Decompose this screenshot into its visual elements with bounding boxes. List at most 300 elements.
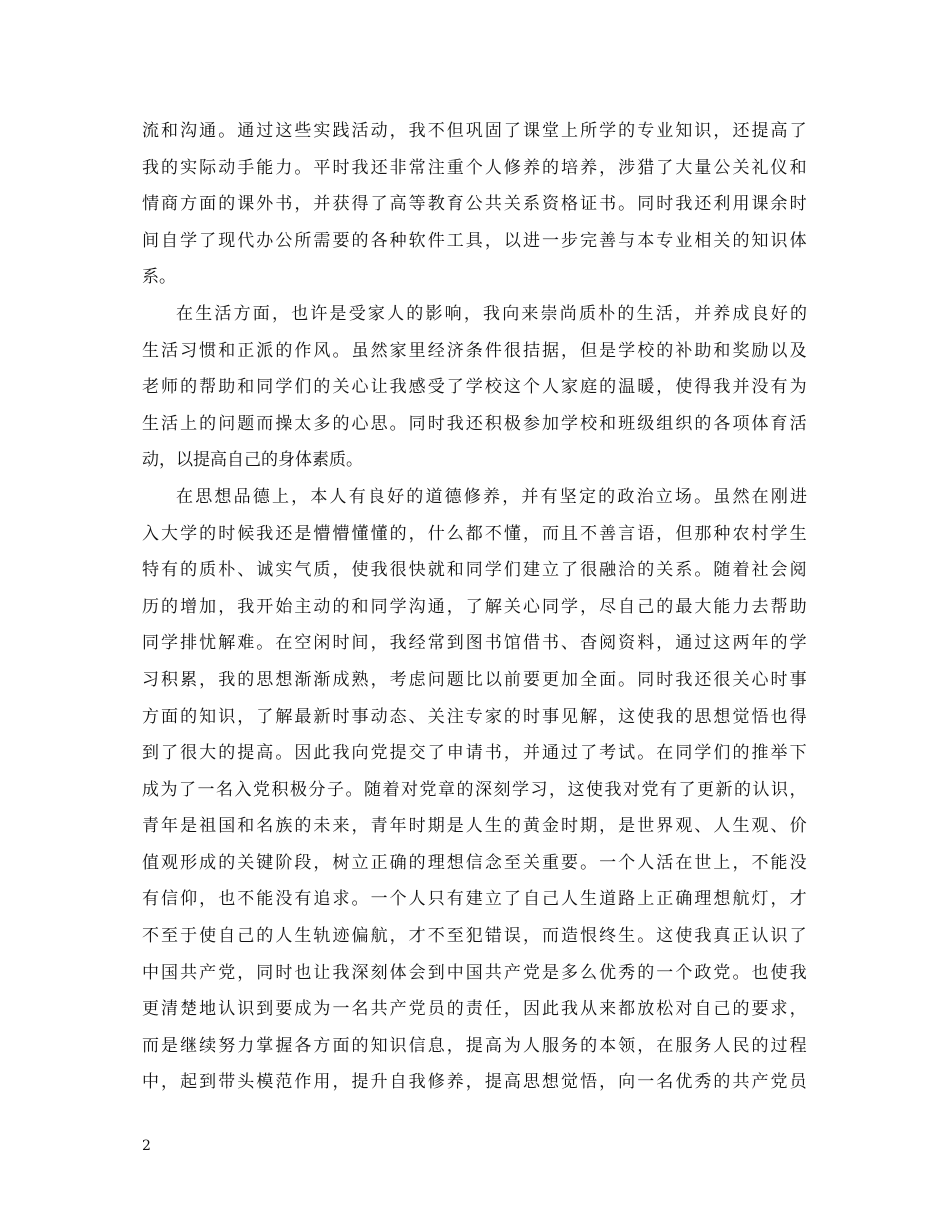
text-character: 金 (541, 816, 559, 837)
text-character: 己 (541, 889, 559, 910)
text-character: 学 (599, 121, 617, 141)
text-character: 世 (637, 816, 655, 837)
text-character: 间 (351, 633, 369, 654)
text-character: 去 (751, 596, 769, 617)
text-character: 图 (465, 633, 483, 654)
text-character: 空 (294, 633, 312, 654)
text-character: 提 (465, 1035, 483, 1056)
text-character: 我 (675, 669, 693, 690)
text-character: 们 (713, 743, 731, 764)
text-character: 熟 (351, 669, 369, 690)
text-character: 场 (674, 486, 692, 507)
text-character: 此 (541, 999, 559, 1020)
text-character: 派 (256, 340, 274, 361)
text-character: 党 (218, 962, 236, 983)
text-character: 产 (503, 962, 521, 983)
text-character: 有 (446, 889, 464, 910)
text-character: 懵 (332, 523, 350, 544)
text-character: 了 (370, 194, 388, 215)
text-character: 最 (675, 596, 693, 617)
text-character: 还 (694, 194, 712, 215)
text-character: 认 (752, 779, 770, 800)
text-character: 路 (618, 889, 636, 910)
text-character: 以 (176, 450, 193, 471)
text-character: 对 (675, 999, 693, 1020)
text-character: 到 (142, 743, 159, 764)
text-character: 所 (580, 121, 598, 141)
text-character: 青 (142, 816, 159, 837)
text-character: 成 (732, 303, 750, 324)
text-character: 是 (446, 816, 464, 837)
text-character: 信 (465, 852, 483, 873)
text-character: 共 (732, 1072, 750, 1093)
text-character: 我 (332, 962, 350, 983)
text-character: 学 (512, 779, 529, 800)
text-character: 还 (370, 157, 388, 178)
text-character: 大 (694, 596, 712, 617)
text-character: 种 (389, 230, 407, 251)
text-character: ， (199, 889, 217, 910)
text-character: 同 (675, 743, 693, 764)
text-character: ， (656, 633, 674, 654)
text-character: 来 (521, 303, 539, 324)
text-character: 外 (256, 194, 274, 215)
text-character: 只 (427, 889, 445, 910)
text-line (142, 735, 807, 772)
text-character: 与 (618, 230, 636, 251)
text-character: 加 (541, 413, 559, 434)
text-character: 社 (751, 560, 769, 581)
text-character: 参 (522, 413, 540, 434)
text-character: 产 (751, 1072, 769, 1093)
text-character: 懵 (313, 523, 331, 544)
text-character: 和 (237, 377, 255, 398)
text-character: 的 (389, 523, 407, 544)
text-character: 是 (180, 816, 198, 837)
text-character: 让 (370, 377, 388, 398)
text-character: 还 (465, 413, 483, 434)
text-character: 一 (197, 779, 215, 800)
text-character: 观 (751, 816, 769, 837)
text-character: 心 (351, 377, 369, 398)
text-character: 范 (275, 1072, 293, 1093)
text-character: 名 (216, 779, 233, 800)
text-character: 航 (370, 926, 388, 947)
text-character: 考 (389, 669, 407, 690)
text-character: 养 (446, 1072, 464, 1093)
text-character: 操 (275, 413, 293, 434)
text-line (142, 918, 807, 955)
text-character: 同 (370, 596, 388, 617)
text-character: 时 (656, 194, 674, 215)
text-character: 现 (218, 230, 236, 251)
text-character: 。 (218, 121, 236, 141)
text-character: 系 (675, 560, 693, 581)
text-character: ， (656, 377, 674, 398)
text-character: 和 (789, 157, 807, 178)
text-character: 忧 (199, 633, 217, 654)
text-character: 杳 (580, 633, 598, 654)
text-character: 学 (465, 377, 483, 398)
text-character: 学 (180, 523, 198, 544)
text-character: 民 (732, 1035, 750, 1056)
text-character: 恨 (580, 926, 598, 947)
text-character: 。 (694, 560, 712, 581)
text-character: 人 (713, 816, 731, 837)
text-character: 的 (294, 816, 312, 837)
text-line (142, 516, 807, 553)
text-character: 。 (637, 743, 655, 764)
text-character: ， (271, 303, 289, 324)
text-character: 用 (313, 1072, 331, 1093)
text-character: 思 (694, 706, 712, 727)
text-character: 祖 (199, 816, 217, 837)
text-character: 项 (732, 413, 750, 434)
text-character: 校 (484, 377, 502, 398)
text-character: 注 (427, 157, 445, 178)
text-character: 是 (541, 962, 559, 983)
text-character: 我 (713, 377, 731, 398)
text-character: 养 (522, 157, 540, 178)
text-character: 向 (351, 743, 369, 764)
text-character: 么 (580, 962, 598, 983)
text-character: 全 (580, 669, 598, 690)
text-character: 增 (180, 596, 198, 617)
text-character: 过 (694, 633, 712, 654)
text-character: ， (549, 779, 566, 800)
text-character: 务 (694, 1035, 712, 1056)
text-character: 时 (561, 816, 579, 837)
text-character: 的 (313, 377, 331, 398)
text-character: 方 (180, 194, 198, 215)
text-character: 个 (618, 852, 636, 873)
text-character: 提 (237, 743, 255, 764)
text-character: 受 (427, 377, 445, 398)
text-character: 关 (332, 377, 350, 398)
text-character: 学 (770, 523, 788, 544)
text-character: 学 (561, 596, 579, 617)
text-line (142, 991, 807, 1028)
text-character: 阅 (599, 633, 617, 654)
text-character: 造 (561, 926, 579, 947)
text-character: 也 (770, 706, 788, 727)
text-character: 使 (675, 926, 693, 947)
text-character: 同 (142, 633, 159, 654)
text-character: 家 (367, 303, 385, 324)
text-character: 才 (789, 889, 807, 910)
text-character: 动 (142, 450, 159, 471)
text-character: 能 (256, 157, 274, 178)
text-character: 能 (770, 852, 788, 873)
text-character: 过 (256, 121, 274, 141)
text-character: 建 (522, 560, 540, 581)
text-character: 信 (408, 1035, 426, 1056)
text-character: 也 (218, 889, 236, 910)
text-character: 章 (438, 779, 455, 800)
text-character: 因 (522, 999, 540, 1020)
text-character: 极 (503, 413, 521, 434)
text-character: ， (713, 121, 731, 141)
text-character: 帮 (199, 377, 217, 398)
text-character: 犯 (465, 926, 483, 947)
text-character: ， (599, 1072, 617, 1093)
text-character: 秀 (694, 1072, 712, 1093)
text-character: 想 (713, 706, 731, 727)
text-character: 闲 (313, 633, 331, 654)
text-character: 的 (408, 852, 426, 873)
text-character: 松 (656, 999, 674, 1020)
text-character: 务 (561, 1035, 579, 1056)
text-character: 觉 (561, 1072, 579, 1093)
text-character: 放 (637, 999, 655, 1020)
text-character: 济 (446, 340, 464, 361)
text-character: 多 (561, 962, 579, 983)
text-character: 到 (427, 962, 445, 983)
text-character: 的 (599, 377, 617, 398)
text-character: 育 (770, 413, 788, 434)
text-character: 我 (408, 121, 426, 141)
text-character: 课 (522, 121, 540, 141)
text-character: 礼 (751, 157, 769, 178)
text-character: 认 (751, 926, 769, 947)
text-character: ， (599, 816, 617, 837)
text-character: 人 (522, 1035, 540, 1056)
text-character: 感 (408, 377, 426, 398)
text-character: 及 (789, 340, 807, 361)
text-character: 更 (697, 779, 714, 800)
text-character: 平 (313, 157, 331, 178)
text-character: 这 (656, 926, 674, 947)
text-character: 我 (256, 523, 274, 544)
text-character: 为 (313, 999, 331, 1020)
text-character: ， (351, 816, 369, 837)
text-character: 了 (503, 889, 521, 910)
text-character: 生 (732, 816, 750, 837)
text-character: 特 (142, 560, 159, 581)
text-character: 时 (332, 633, 350, 654)
text-character: 农 (732, 523, 750, 544)
text-character: 了 (427, 743, 445, 764)
text-character: ， (370, 633, 388, 654)
text-character: 大 (199, 743, 217, 764)
text-character: 来 (332, 816, 350, 837)
text-character: 并 (732, 377, 750, 398)
text-character: 党 (641, 779, 659, 800)
text-character: 己 (713, 999, 731, 1020)
text-character: 更 (541, 669, 559, 690)
text-character: 过 (770, 1035, 788, 1056)
text-character: 上 (561, 121, 579, 141)
text-character: 活 (214, 303, 232, 324)
text-character: 手 (237, 157, 255, 178)
text-character: 的 (713, 1072, 731, 1093)
text-character: 件 (484, 340, 502, 361)
text-character: 修 (463, 486, 481, 507)
text-character: 到 (199, 1072, 217, 1093)
text-character: 知 (370, 1035, 388, 1056)
text-character: 树 (332, 852, 350, 873)
text-character: 得 (789, 706, 807, 727)
text-character: 思 (370, 413, 388, 434)
text-character: 能 (256, 889, 274, 910)
text-character: 且 (561, 523, 579, 544)
text-character: 老 (142, 377, 159, 398)
text-character: 具 (465, 230, 483, 251)
text-character: 立 (541, 560, 559, 581)
text-character: 至 (503, 852, 521, 873)
text-character: 最 (294, 706, 312, 727)
text-character: 我 (389, 377, 407, 398)
text-character: 我 (483, 303, 500, 324)
text-character: 人 (713, 1035, 731, 1056)
text-character: 想 (446, 852, 464, 873)
text-character: 大 (161, 523, 179, 544)
text-character: 资 (618, 633, 636, 654)
text-character: 人 (561, 889, 579, 910)
text-character: 。 (580, 852, 598, 873)
text-character: 好 (387, 486, 405, 507)
text-character: 形 (180, 852, 198, 873)
text-character: 和 (713, 340, 731, 361)
text-character: 上 (713, 852, 731, 873)
text-character: ， (599, 706, 617, 727)
text-character: ， (313, 852, 331, 873)
text-character: 这 (275, 121, 293, 141)
text-character: 活 (789, 413, 807, 434)
text-character: 虽 (713, 486, 731, 507)
text-character: 世 (694, 852, 712, 873)
text-character: 阅 (789, 560, 807, 581)
text-character: 党 (419, 779, 437, 800)
text-character: 我 (237, 596, 255, 617)
text-character: 任 (484, 999, 502, 1020)
text-character: 中 (142, 962, 159, 983)
text-character: 新 (715, 779, 733, 800)
text-character: 的 (637, 560, 655, 581)
text-character: ， (159, 450, 176, 471)
text-character: 地 (199, 999, 217, 1020)
text-character: 懂 (503, 523, 521, 544)
text-character: 的 (261, 450, 278, 471)
text-character: 进 (790, 486, 807, 507)
text-character: 、 (237, 560, 255, 581)
text-character: 生 (636, 303, 654, 324)
text-character: 国 (465, 962, 483, 983)
text-character: 善 (599, 523, 617, 544)
text-character: 家 (389, 340, 407, 361)
text-character: 时 (789, 194, 807, 215)
text-character: 需 (313, 230, 331, 251)
text-character: 人 (465, 816, 483, 837)
text-character: 高 (256, 743, 274, 764)
text-character: 资 (541, 194, 559, 215)
text-character: 高 (484, 1035, 502, 1056)
text-character: 不 (237, 889, 255, 910)
text-character: 方 (233, 303, 251, 324)
text-character: ， (332, 560, 350, 581)
text-character: 崇 (540, 303, 558, 324)
text-character: 实 (313, 121, 331, 141)
text-character: 作 (294, 1072, 312, 1093)
text-character: 有 (770, 377, 788, 398)
text-character: 的 (406, 303, 424, 324)
text-character: 都 (465, 523, 483, 544)
text-character: 响 (444, 303, 462, 324)
text-character: 握 (275, 1035, 293, 1056)
text-character: 向 (502, 303, 520, 324)
text-character: 德 (444, 486, 462, 507)
text-character: 党 (770, 1072, 788, 1093)
text-character: 习 (530, 779, 548, 800)
text-character: 受 (348, 303, 366, 324)
text-character: 育 (446, 194, 464, 215)
text-character: 知 (675, 121, 693, 141)
text-character: 仰 (180, 889, 198, 910)
text-character: 个 (522, 377, 540, 398)
text-character: 还 (732, 121, 750, 141)
text-character: 道 (599, 889, 617, 910)
text-character: 同 (256, 377, 274, 398)
text-character: 书 (484, 743, 502, 764)
text-character: 我 (408, 1072, 426, 1093)
text-character: 是 (329, 303, 347, 324)
text-character: 的 (598, 486, 616, 507)
text-character: 教 (427, 194, 445, 215)
text-character: 解 (580, 706, 598, 727)
text-character: 堂 (541, 121, 559, 141)
text-character: 升 (370, 1072, 388, 1093)
text-character: 员 (427, 999, 445, 1020)
text-character: 书 (275, 194, 293, 215)
text-character: 请 (465, 743, 483, 764)
text-character: 入 (234, 779, 252, 800)
text-character: 的 (332, 596, 350, 617)
text-character: 立 (484, 889, 502, 910)
text-character: 并 (694, 303, 712, 324)
text-character: 考 (599, 743, 617, 764)
text-character: 前 (503, 669, 521, 690)
text-character: 理 (427, 852, 445, 873)
text-character: 两 (732, 633, 750, 654)
text-character: 这 (713, 633, 731, 654)
text-character: 了 (256, 706, 274, 727)
text-character: 不 (142, 926, 159, 947)
text-character: 掌 (256, 1035, 274, 1056)
text-character: 然 (732, 486, 750, 507)
text-character: 个 (389, 889, 407, 910)
text-line (142, 406, 807, 443)
text-character: 固 (484, 121, 502, 141)
text-character: 流 (142, 121, 159, 141)
text-character: 生 (580, 889, 598, 910)
text-character: 和 (218, 340, 236, 361)
text-character: 格 (561, 194, 579, 215)
text-character: 建 (465, 889, 483, 910)
text-character: 未 (313, 816, 331, 837)
text-character: 各 (713, 413, 731, 434)
text-character: 不 (484, 523, 502, 544)
text-character: ， (656, 523, 674, 544)
text-character: 己 (244, 450, 261, 471)
text-character: 活 (351, 121, 369, 141)
text-character: 料 (637, 633, 655, 654)
text-character: 正 (237, 340, 255, 361)
text-character: 上 (180, 413, 198, 434)
text-line (142, 150, 807, 187)
text-character: 一 (656, 962, 674, 983)
text-character: 的 (656, 340, 674, 361)
text-character: 悟 (751, 706, 769, 727)
